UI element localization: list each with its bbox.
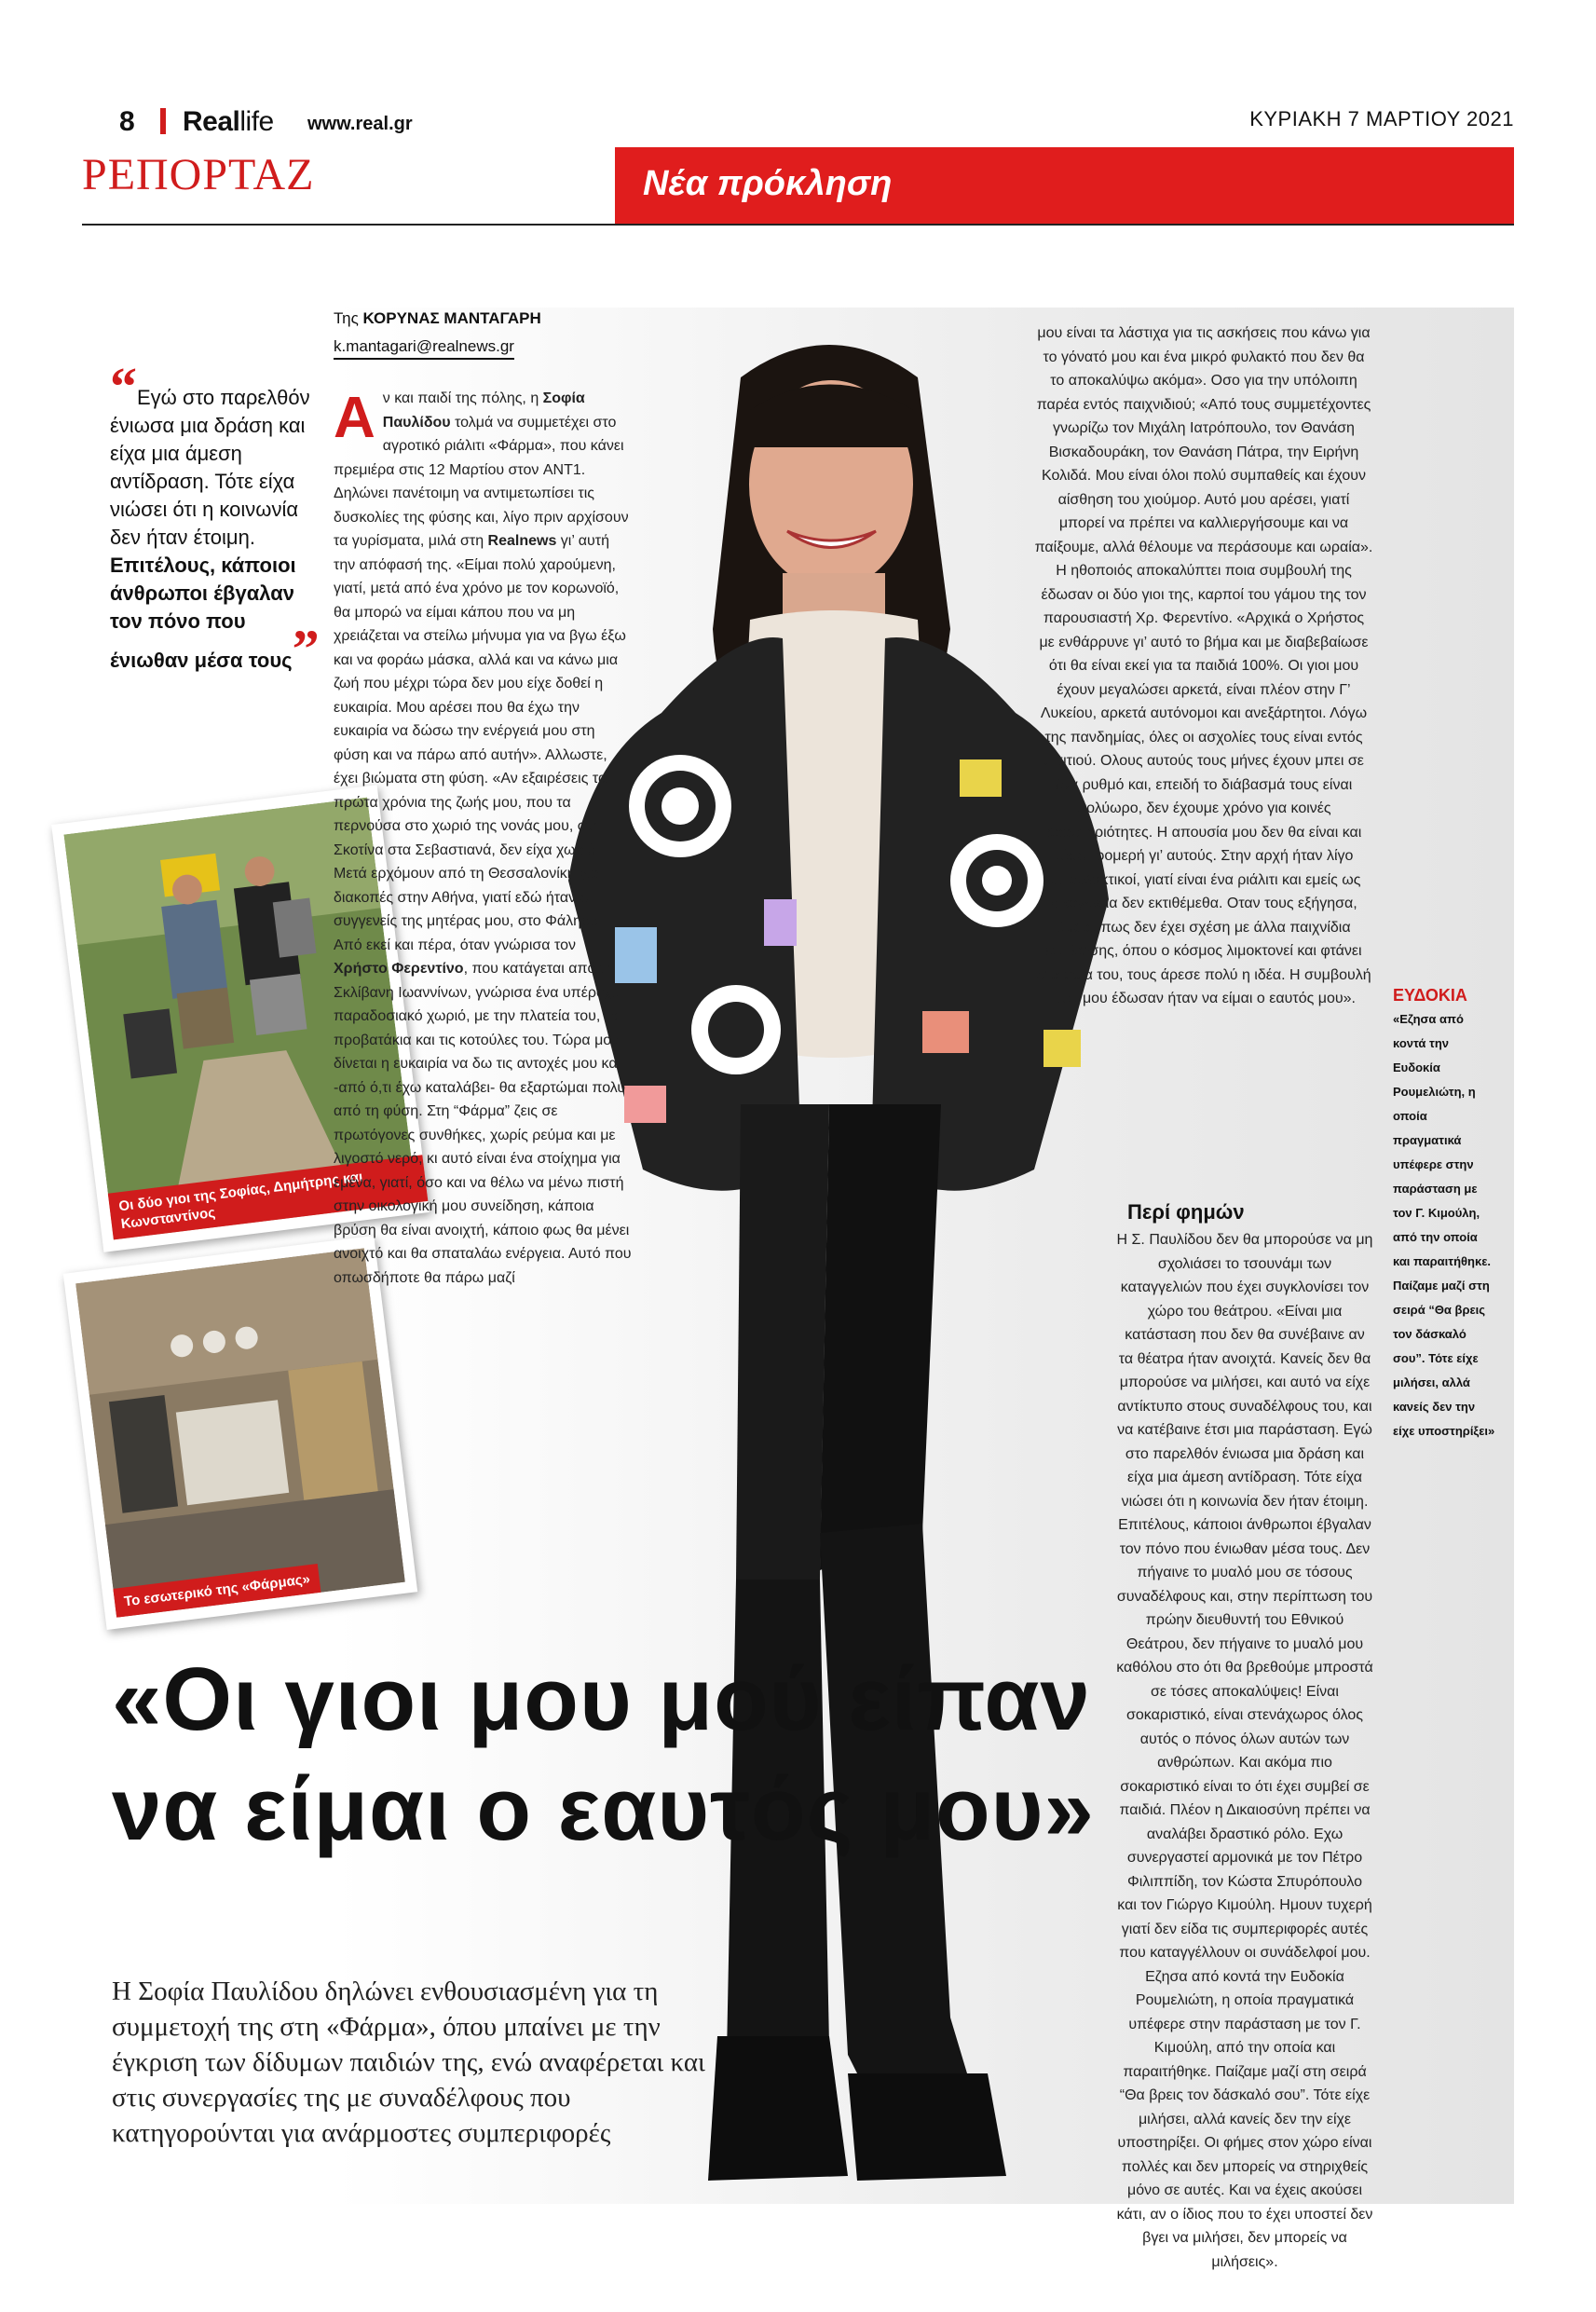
author-name: ΚΟΡΥΝΑΣ ΜΑΝΤΑΓΑΡΗ [362,309,541,327]
pull-quote-bold: Επιτέλους, κάποιοι άνθρωποι έβγαλαν τον πόνο που ένιωθαν μέσα τους [110,554,296,672]
page-number: 8 [119,106,135,137]
issue-date: ΚΥΡΙΑΚΗ 7 ΜΑΡΤΙΟΥ 2021 [1249,107,1514,130]
dek: Η Σοφία Παυλίδου δηλώνει ενθουσιασμένη για τη συμμετοχή της στη «Φάρμα», όπου μπαίνει με την έγκριση των δίδυμων παιδιών της, ενώ αναφέρεται και στις συνεργασίες της με συναδέλφους που κατηγορούνται για ανάρμοστες συμπεριφορές [112,1977,705,2148]
open-quote-icon: “ [110,356,137,417]
farm-interior-photo [63,1236,417,1630]
body-text: γι’ αυτή την απόφασή της. «Είμαι πολύ χαρούμενη, γιατί, μετά από ένα χρόνο με τον κορωνοϊό, θα μπορώ να είμαι κάπου που να μη χρειάζεται να στείλω μήνυμα για να βγω έξω και να φοράω μάσκα, αλλά και να κάνω μια ζωή που μέχρι τώρα δεν μου είχε δοθεί η ευκαιρία. Μου αρέσει που θα έχω την ευκαιρία να δώσω την ενέργειά μου στη φύση και να πάρω από αυτήν». Αλλωστε, έχει βιώματα στη φύση. «Αν εξαιρέσεις τα πρώτα χρόνια της ζωής μου, που τα περνούσα στο χωριό της νονάς μου, στη Σκοτίνα στα Σεβαστιανά, δεν είχα χωριό. Μετά ερχόμουν από τη Θεσσαλονίκη για διακοπές στην Αθήνα, γιατί εδώ ήταν οι συγγενείς της μητέρας μου, στο Φάληρο. Από εκεί και πέρα, όταν γνώρισα τον [334,533,626,953]
pull-quote-text: Εγώ στο παρελθόν ένιωσα μια δράση και είχα μια άμεση αντίδραση. Τότε είχα νιώσει ότι η κοινωνία δεν ήταν έτοιμη. [110,386,310,549]
close-quote-icon: ” [292,619,320,679]
author-email[interactable]: k.mantagari@realnews.gr [334,337,514,360]
byline [334,309,541,328]
subheading: Περί φημών [1127,1200,1245,1224]
header-divider [160,108,166,134]
person-name: Σοφία Παυλίδου [382,390,585,431]
rubric-band [615,147,1514,224]
farm-interior-image [75,1248,405,1617]
section-title: ΡΕΠΟΡΤΑΖ [82,150,315,199]
body-column-3b: Η Σ. Παυλίδου δεν θα μπορούσε να μη σχολιάσει το τσουνάμι των καταγγελιών που έχει συγκλονίσει τον χώρο του θεάτρου. «Είναι μια κατάσταση που δεν θα συνέβαινε αν τα θέατρα ήταν ανοιχτά. Κανείς δεν θα μπορούσε να μιλήσει, και αυτό να είχε αντίκτυπο στους συναδέλφους του, και να κατέβαινε έτσι μια παράσταση. Εγώ στο παρελθόν ένιωσα μια δράση και είχα μια άμεση αντίδραση. Τότε είχα νιώσει ότι η κοινωνία δεν ήταν έτοιμη. Επιτέλους, κάποιοι άνθρωποι έβγαλαν τον πόνο που ένιωθαν μέσα τους. Δεν πήγαινε το μυαλό μου σε τόσους συναδέλφους και, στην περίπτωση του πρώην διευθυντή του Εθνικού Θεάτρου, δεν πήγαινε το μυαλό μου καθόλου στο ότι θα βρεθούμε μπροστά σε τόσες αποκαλύψεις! Είναι σοκαριστικό, είναι στενάχωρος όλος αυτός ο πόνος όλων αυτών των ανθρώπων. Και ακόμα πιο σοκαριστικό είναι το ότι έχει συμβεί σε παιδιά. Πλέον η Δικαιοσύνη πρέπει να αναλάβει δραστικό ρόλο. Εχω συνεργαστεί αρμονικά με τον Πέτρο Φιλιππίδη, τον Κώστα Σπυρόπουλο και τον Γιώργο Κιμούλη. Ημουν τυχερή γιατί δεν είδα τις συμπεριφορές αυτές που καταγγέλλουν οι συνάδελφοί μου. Εζησα από κοντά την Ευδοκία Ρουμελιώτη, η οποία πραγματικά υπέφερε στην παράσταση με τον Γ. Κιμούλη, από την οποία και παραιτήθηκε. Παίζαμε μαζί στη σειρά “Θα βρεις τον δάσκαλό σου”. Τότε είχε μιλήσει, αλλά κανείς δεν την είχε υποστηρίξει. Οι φήμες στον χώρο είναι πολλές και δεν μπορείς να στηριχθείς μόνο σε αυτές. Και να έχεις ακούσει κάτι, αν ο ίδιος που το έχει υποστεί δεν βγει να μιλήσει, δεν μπορείς να μιλήσεις». [1116,1232,1373,2270]
rubric-label: Νέα πρόκληση [643,164,893,203]
byline-prefix: Της [334,309,359,327]
pull-quote [110,356,329,679]
body-text: , που κατάγεται από τη Σκλίβανη Ιωαννίνων, γνώρισα ένα υπέροχο παραδοσιακό χωριό, με την πλατεία του, τα προβατάκια και τις κοτούλες του. Τώρα μου δίνεται η ευκαιρία να δω τις αντοχές μου και -από ό,τι έχω καταλάβει- θα εξαρτώμαι πολύ από τη φύση. Στη “Φάρμα” ζεις σε πρωτόγονες συνθήκες, χωρίς ρεύμα και με λιγοστό νερό, κι αυτό είναι ένα στοίχημα για εμένα, γιατί, όσο και να θέλω να μένω πιστή στην οικολογική μου συνείδηση, κάποια βρύση θα είναι ανοιχτή, κάποιο φως θα μένει ανοιχτό και θα σπαταλάω ενέργεια. Αυτό που οπωσδήποτε θα πάρω μαζί [334,961,632,1286]
headline: «Οι γιοι μου μού είπαν να είμαι ο εαυτός μου» [112,1649,1095,1859]
drop-cap: Α [334,386,375,450]
sidebar-text: «Εζησα από κοντά την Ευδοκία Ρουμελιώτη, η οποία πραγματικά υπέφερε στην παράσταση με τον Γ. Κιμούλη, από την οποία και παραιτήθηκε. Παίζαμε μαζί στη σειρά “Θα βρεις τον δάσκαλό σου”. Τότε είχε μιλήσει, αλλά κανείς δεν την είχε υποστηρίξει» [1393,1012,1495,1438]
brand-light: life [239,106,274,137]
brand-logo [183,106,274,138]
partner-name: Χρήστο Φερεντίνο [334,961,464,977]
farm-interior-caption: Το εσωτερικό της «Φάρμας» [113,1564,321,1618]
brand-bold: Real [183,106,240,137]
body-column-3: μου είναι τα λάστιχα για τις ασκήσεις που κάνω για το γόνατό μου και ένα μικρό φυλακτό που δεν θα το αποκαλύψω ακόμα». Οσο για την υπόλοιπη παρέα εντός παιχνιδιού; «Από τους συμμετέχοντες γνωρίζω τον Μιχάλη Ιατρόπουλο, τον Θανάση Βισκαδουράκη, τον Θανάση Πάτρα, την Ειρήνη Κολιδά. Μου είναι όλοι πολύ συμπαθείς και έχουν αίσθηση του χιούμορ. Αυτό μου αρέσει, γιατί μπορεί να πρέπει να καλλιεργήσουμε και να παίξουμε, αλλά θέλουμε να περάσουμε και ωραία». Η ηθοποιός αποκαλύπτει ποια συμβουλή της έδωσαν οι δύο γιοι της, καρποί του γάμου της τον παρουσιαστή Χρ. Φερεντίνο. «Αρχικά ο Χρήστος με ενθάρρυνε γι’ αυτό το βήμα και με διαβεβαίωσε ότι θα είναι εκεί για τα παιδιά 100%. Οι γιοι μου έχουν μεγαλώσει αρκετά, είναι πλέον στην Γ’ Λυκείου, αρκετά αυτόνομοι και ανεξάρτητοι. Λόγω της πανδημίας, όλες οι ασχολίες τους είναι εντός σπιτιού. Ολους αυτούς τους μήνες έχουν μπει σε ένα ρυθμό και, επειδή το διάβασμά τους είναι πολύωρο, δεν έχουμε χρόνο για κοινές δραστηριότητες. Η απουσία μου δεν θα είναι και τόσο τρομερή γι’ αυτούς. Στην αρχή ήταν λίγο επιφυλακτικοί, γιατί είναι ένα ριάλιτι και εμείς ως οικογένεια δεν εκτιθέμεθα. Οταν τους εξήγησα, όμως, πως δεν έχει σχέση με άλλα παιχνίδια επιβίωσης, όπου ο κόσμος λιμοκτονεί και φτάνει στα όριά του, τους άρεσε πολύ η ιδέα. Η συμβουλή που μου έδωσαν ήταν να είμαι ο εαυτός μου». [1034,325,1373,1006]
sidebar-name: ΕΥΔΟΚΙΑ [1393,986,1467,1005]
sidebar [1393,983,1497,1443]
body-column-1 [334,387,634,1290]
body-text: ν και παιδί της πόλης, η [382,390,543,406]
outlet-name: Realnews [487,533,557,549]
website-link[interactable]: www.real.gr [307,114,413,134]
sons-photo-caption: Οι δύο γιοι της Σοφίας, Δημήτρης και Κωνσταντίνος [108,1155,429,1239]
body-text: τολμά να συμμετέχει στο αγροτικό ριάλιτι «Φάρμα», που κάνει πρεμιέρα στις 12 Μαρτίου στον ANT1. Δηλώνει πανέτοιμη να αντιμετωπίσει τις δυσκολίες της φύσης και, λίγο πριν αρχίσουν τα γυρίσματα, μιλά στη [334,414,629,549]
header-rule [82,224,1514,226]
